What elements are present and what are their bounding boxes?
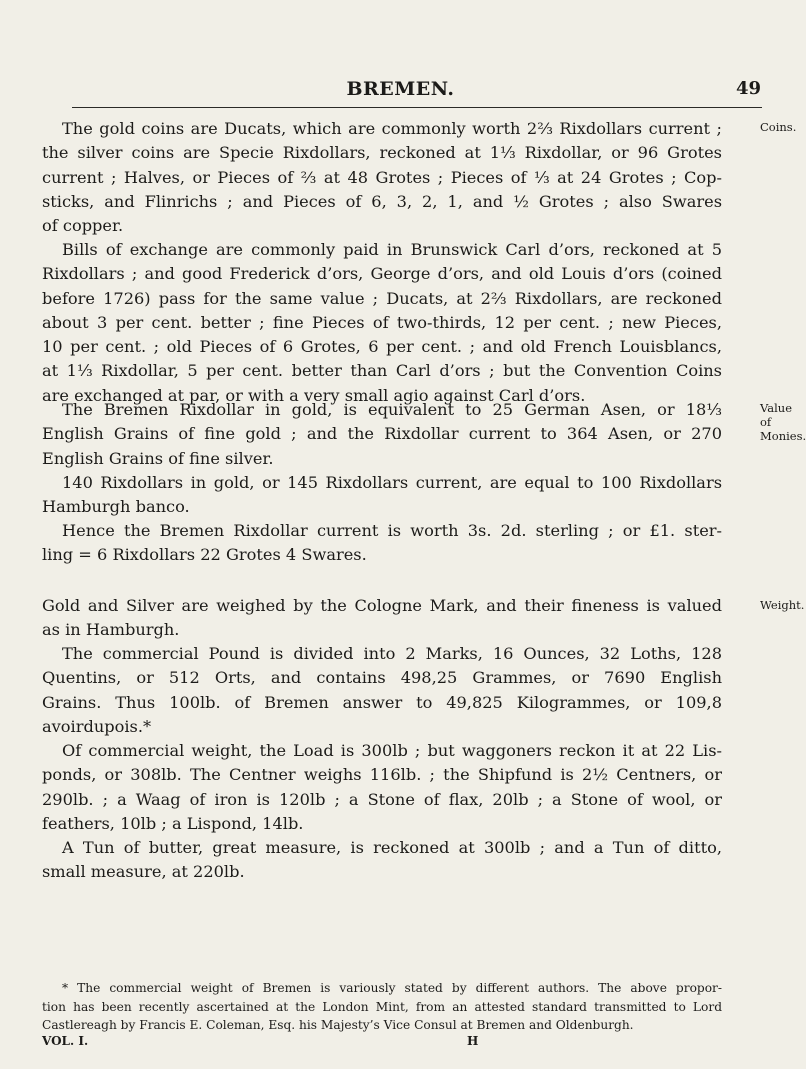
paragraph-cologne-mark bbox=[42, 594, 722, 643]
text-line: as in Hamburgh. bbox=[42, 620, 180, 640]
paragraph-sterling bbox=[42, 519, 722, 568]
text-line: Rixdollars ; and good Frederick d’ors, George d’ors, and old Louis d’ors (coined bbox=[42, 264, 722, 284]
text-line: sticks, and Flinrichs ; and Pieces of 6, 3, 2, 1, and ½ Grotes ; also Swares bbox=[42, 191, 722, 211]
volume-mark: VOL. I. bbox=[42, 1034, 89, 1048]
margin-note-value-of-monies: Value of Monies. bbox=[760, 401, 806, 443]
page-number: 49 bbox=[735, 78, 761, 99]
margin-note-coins: Coins. bbox=[760, 120, 797, 134]
text-line: 290lb. ; a Waag of iron is 120lb ; a Stone of flax, 20lb ; a Stone of wool, or bbox=[42, 789, 722, 809]
text-line: the silver coins are Specie Rixdollars, reckoned at 1⅓ Rixdollar, or 96 Grotes bbox=[42, 143, 722, 163]
text-line: 140 Rixdollars in gold, or 145 Rixdollars current, are equal to 100 Rixdollars bbox=[62, 473, 722, 492]
text-line: English Grains of fine silver. bbox=[42, 448, 274, 468]
text-line: feathers, 10lb ; a Lispond, 14lb. bbox=[42, 813, 304, 833]
paragraph-commercial-weight bbox=[42, 739, 722, 836]
footnote-line: * The commercial weight of Bremen is variously stated by different authors. The above propor- bbox=[62, 981, 722, 995]
text-line: are exchanged at par, or with a very small agio against Carl d’ors. bbox=[42, 385, 586, 405]
paragraph-tun-of-butter bbox=[42, 836, 722, 885]
paragraph-hamburgh-banco bbox=[42, 471, 722, 520]
paragraph-bills-of-exchange bbox=[42, 238, 722, 408]
text-line: A Tun of butter, great measure, is reckoned at 300lb ; and a Tun of ditto, bbox=[62, 838, 722, 857]
paragraph-coins bbox=[42, 117, 722, 238]
text-line: Grains. Thus 100lb. of Bremen answer to 49,825 Kilogrammes, or 109,8 bbox=[42, 692, 722, 712]
footnote bbox=[42, 979, 722, 1035]
running-title: BREMEN. bbox=[346, 78, 455, 100]
paragraph-commercial-pound bbox=[42, 642, 722, 739]
footnote-line: Castlereagh by Francis E. Coleman, Esq. his Majesty’s Vice Consul at Bremen and Oldenburgh. bbox=[42, 1018, 634, 1032]
text-line: Hence the Bremen Rixdollar current is worth 3s. 2d. sterling ; or £1. ster- bbox=[62, 521, 722, 540]
signature-mark: H bbox=[467, 1034, 479, 1048]
text-line: Of commercial weight, the Load is 300lb ; but waggoners reckon it at 22 Lis- bbox=[62, 741, 722, 760]
text-line: before 1726) pass for the same value ; Ducats, at 2⅔ Rixdollars, are reckoned bbox=[42, 288, 722, 308]
text-line: current ; Halves, or Pieces of ⅔ at 48 Grotes ; Pieces of ⅓ at 24 Grotes ; Cop- bbox=[42, 167, 722, 187]
text-line: Gold and Silver are weighed by the Cologne Mark, and their fineness is valued bbox=[42, 596, 722, 615]
text-line: The Bremen Rixdollar in gold, is equivalent to 25 German Asen, or 18⅓ bbox=[62, 400, 722, 419]
text-line: The gold coins are Ducats, which are commonly worth 2⅔ Rixdollars current ; bbox=[62, 119, 722, 138]
signature-line bbox=[42, 1034, 542, 1052]
footnote-line: tion has been recently ascertained at the London Mint, from an attested standard transmitted to Lord bbox=[42, 999, 722, 1014]
text-line: English Grains of fine gold ; and the Rixdollar current to 364 Asen, or 270 bbox=[42, 424, 722, 444]
text-line: Bills of exchange are commonly paid in Brunswick Carl d’ors, reckoned at 5 bbox=[62, 240, 722, 259]
paragraph-value-of-monies bbox=[42, 398, 722, 471]
text-line: ponds, or 308lb. The Centner weighs 116lb. ; the Shipfund is 2½ Centners, or bbox=[42, 765, 722, 785]
header-rule bbox=[72, 107, 762, 108]
margin-note-weight: Weight. bbox=[760, 598, 805, 612]
running-head bbox=[0, 78, 801, 104]
text-line: Quentins, or 512 Orts, and contains 498,25 Grammes, or 7690 English bbox=[42, 668, 722, 688]
text-line: avoirdupois.* bbox=[42, 716, 152, 736]
text-line: The commercial Pound is divided into 2 Marks, 16 Ounces, 32 Loths, 128 bbox=[62, 644, 722, 663]
text-line: at 1⅓ Rixdollar, 5 per cent. better than Carl d’ors ; but the Convention Coins bbox=[42, 361, 722, 381]
text-line: 10 per cent. ; old Pieces of 6 Grotes, 6 per cent. ; and old French Louisblancs, bbox=[42, 337, 722, 357]
text-line: small measure, at 220lb. bbox=[42, 862, 245, 882]
text-line: of copper. bbox=[42, 216, 124, 236]
text-line: Hamburgh banco. bbox=[42, 497, 190, 517]
text-line: ling = 6 Rixdollars 22 Grotes 4 Swares. bbox=[42, 545, 367, 565]
text-line: about 3 per cent. better ; fine Pieces of two-thirds, 12 per cent. ; new Pieces, bbox=[42, 312, 722, 332]
